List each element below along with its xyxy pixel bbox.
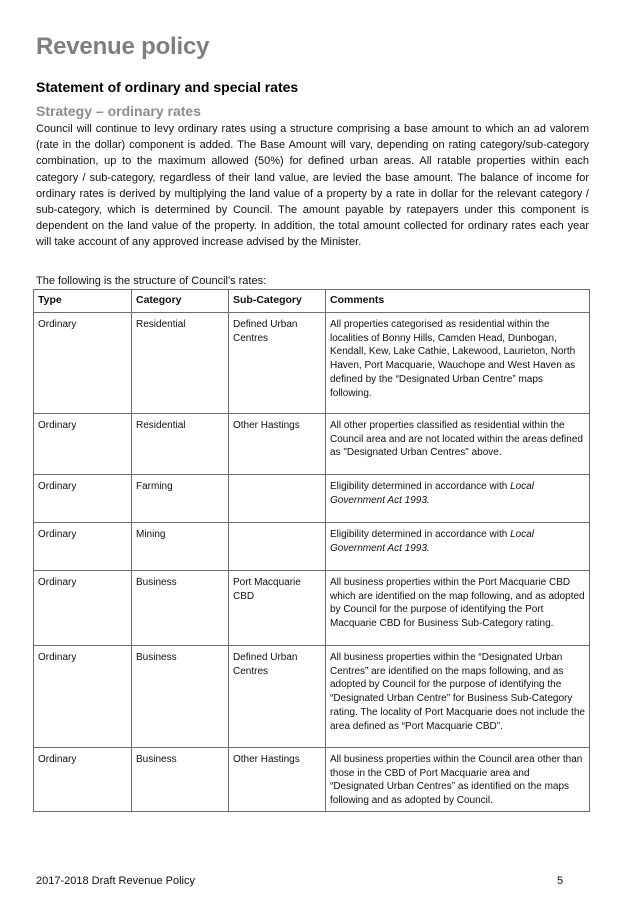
comment-text: Eligibility determined in accordance with bbox=[330, 481, 511, 492]
cell-category: Business bbox=[132, 571, 229, 646]
rates-structure-table bbox=[33, 289, 590, 812]
header-comments: Comments bbox=[326, 290, 590, 313]
cell-category: Mining bbox=[132, 523, 229, 571]
cell-sub-category: Port Macquarie CBD bbox=[229, 571, 326, 646]
table-header-row bbox=[34, 290, 590, 313]
cell-sub-category: Other Hastings bbox=[229, 748, 326, 812]
cell-comment bbox=[326, 523, 590, 571]
table-row bbox=[34, 475, 590, 523]
page-title: Revenue policy bbox=[36, 33, 210, 60]
header-sub-category: Sub-Category bbox=[229, 290, 326, 313]
act-reference: Local Government Act 1993. bbox=[330, 529, 534, 554]
table-row bbox=[34, 571, 590, 646]
header-category: Category bbox=[132, 290, 229, 313]
cell-comment: All business properties within the “Designated Urban Centres” are identified on the maps following, and as adopted by Council for the purpose of identifying the “Designated Urban Centre” for Business Sub-Category rating. The locality of Port Macquarie does not include the area defined as “Port Macquarie CBD”. bbox=[326, 646, 590, 748]
cell-comment: All properties categorised as residential within the localities of Bonny Hills, Camden Head, Dunbogan, Kendall, Kew, Lake Cathie, Lakewood, Laurieton, North Haven, Port Macquarie, Wauchope and West Haven as defined by the “Designated Urban Centre” maps following. bbox=[326, 313, 590, 414]
cell-category: Residential bbox=[132, 313, 229, 414]
footer-document-name: 2017-2018 Draft Revenue Policy bbox=[36, 875, 195, 887]
footer-page-number: 5 bbox=[557, 875, 564, 887]
table-row bbox=[34, 313, 590, 414]
cell-sub-category bbox=[229, 523, 326, 571]
cell-category: Farming bbox=[132, 475, 229, 523]
cell-type: Ordinary bbox=[34, 313, 132, 414]
cell-type: Ordinary bbox=[34, 748, 132, 812]
cell-comment: All business properties within the Port Macquarie CBD which are identified on the map following, and as adopted by Council for the purpose of identifying the Port Macquarie CBD for Business Sub-Category rating. bbox=[326, 571, 590, 646]
table-row bbox=[34, 748, 590, 812]
cell-category: Business bbox=[132, 646, 229, 748]
strategy-paragraph: Council will continue to levy ordinary rates using a structure comprising a base amount to which an ad valorem (rate in the dollar) component is added. The Base Amount will vary, depending on rating category/sub-category combination, up to the maximum allowed (50%) for defined urban areas. All ratable properties within each category / sub-category, regardless of their land value, are levied the base amount. The balance of income for ordinary rates is derived by multiplying the land value of a property by a rate in dollar for the relevant category / sub-category, which is determined by Council. The amount payable by ratepayers under this component is dependent on the land value of the property. In addition, the total amount collected for ordinary rates each year will take account of any approved increase advised by the Minister. bbox=[36, 123, 589, 249]
cell-type: Ordinary bbox=[34, 523, 132, 571]
cell-comment: All other properties classified as residential within the Council area and are not located within the areas defined as "Designated Urban Centres" above. bbox=[326, 414, 590, 475]
cell-category: Residential bbox=[132, 414, 229, 475]
cell-type: Ordinary bbox=[34, 475, 132, 523]
cell-category: Business bbox=[132, 748, 229, 812]
subsection-heading: Strategy – ordinary rates bbox=[36, 103, 201, 119]
cell-type: Ordinary bbox=[34, 571, 132, 646]
cell-sub-category bbox=[229, 475, 326, 523]
table-row bbox=[34, 523, 590, 571]
cell-type: Ordinary bbox=[34, 414, 132, 475]
act-reference: Local Government Act 1993. bbox=[330, 481, 534, 506]
cell-type: Ordinary bbox=[34, 646, 132, 748]
cell-sub-category: Defined Urban Centres bbox=[229, 313, 326, 414]
comment-text: Eligibility determined in accordance with bbox=[330, 529, 511, 540]
table-row bbox=[34, 646, 590, 748]
header-type: Type bbox=[34, 290, 132, 313]
cell-comment bbox=[326, 475, 590, 523]
cell-comment: All business properties within the Council area other than those in the CBD of Port Macquarie area and “Designated Urban Centres” as identified on the maps following and as adopted by Council. bbox=[326, 748, 590, 812]
table-row bbox=[34, 414, 590, 475]
cell-sub-category: Other Hastings bbox=[229, 414, 326, 475]
table-intro: The following is the structure of Council's rates: bbox=[36, 275, 267, 287]
cell-sub-category: Defined Urban Centres bbox=[229, 646, 326, 748]
section-heading: Statement of ordinary and special rates bbox=[36, 79, 299, 95]
